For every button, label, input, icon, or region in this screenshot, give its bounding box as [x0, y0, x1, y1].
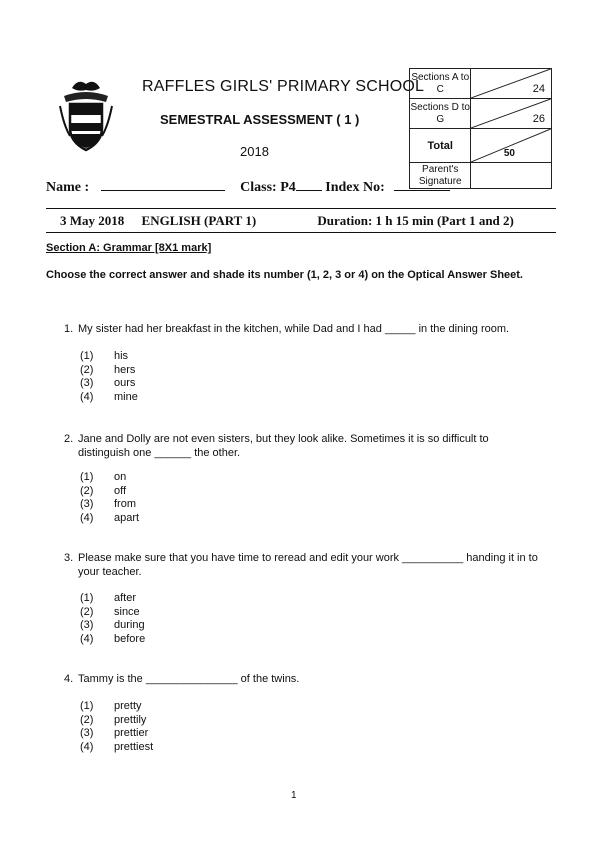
student-details-row — [46, 178, 450, 196]
paper-title: ENGLISH (PART 1) — [141, 213, 257, 228]
info-bar — [60, 213, 514, 229]
score-cell — [471, 129, 552, 163]
page-number: 1 — [291, 790, 297, 801]
option-text: prettily — [114, 713, 147, 726]
option-text: his — [114, 350, 129, 362]
option-list — [80, 592, 145, 646]
question — [64, 322, 544, 336]
section-title: Section A: Grammar [8X1 mark] — [46, 242, 212, 254]
option-item[interactable] — [80, 633, 145, 647]
question-text: My sister had her breakfast in the kitchen, while Dad and I had _____ in the dining room. — [78, 323, 510, 335]
option-number: (3) — [80, 498, 94, 510]
question-text: Tammy is the _______________ of the twins. — [78, 673, 300, 685]
option-text: off — [114, 484, 127, 497]
assessment-title: SEMESTRAL ASSESSMENT ( 1 ) — [160, 112, 360, 127]
option-item[interactable] — [80, 512, 139, 526]
score-label: Sections A to C — [410, 69, 471, 99]
option-text: hers — [114, 363, 136, 376]
index-label: Index No: — [325, 180, 385, 195]
option-item[interactable] — [80, 471, 139, 485]
option-text: before — [114, 632, 146, 645]
option-item[interactable] — [80, 606, 145, 620]
question — [64, 432, 534, 460]
parent-signature-cell[interactable] — [471, 163, 552, 189]
total-value: 50 — [503, 148, 515, 159]
option-number: (2) — [80, 605, 94, 618]
class-field[interactable] — [296, 178, 322, 191]
option-number: (1) — [80, 700, 94, 712]
name-field[interactable] — [101, 178, 225, 191]
option-list — [80, 471, 139, 525]
divider — [46, 232, 556, 233]
score-value: 26 — [532, 113, 545, 125]
option-text: on — [114, 471, 127, 483]
option-text: pretty — [114, 700, 142, 712]
option-list — [80, 350, 138, 404]
option-text: after — [114, 592, 137, 604]
school-name: RAFFLES GIRLS' PRIMARY SCHOOL — [142, 78, 425, 95]
name-label: Name : — [46, 180, 90, 195]
question-text: Jane and Dolly are not even sisters, but they look alike. Sometimes it is so difficult to distinguish one ______ the other. — [78, 433, 489, 459]
option-text: during — [114, 619, 145, 631]
option-number: (4) — [80, 632, 94, 645]
option-number: (2) — [80, 713, 94, 726]
option-text: mine — [114, 390, 138, 403]
duration: Duration: 1 h 15 min (Part 1 and 2) — [317, 213, 514, 228]
score-cell — [471, 99, 552, 129]
option-item[interactable] — [80, 619, 145, 633]
school-crest-icon — [58, 76, 114, 156]
option-text: apart — [114, 511, 140, 524]
score-cell — [471, 69, 552, 99]
option-number: (4) — [80, 511, 94, 524]
option-item[interactable] — [80, 714, 153, 728]
question-number: 2. — [64, 433, 74, 445]
score-table — [409, 68, 552, 189]
section-instruction: Choose the correct answer and shade its number (1, 2, 3 or 4) on the Optical Answer Sheet. — [46, 269, 523, 281]
option-item[interactable] — [80, 498, 139, 512]
option-item[interactable] — [80, 364, 138, 378]
question-number: 3. — [64, 552, 74, 564]
option-item[interactable] — [80, 485, 139, 499]
option-text: ours — [114, 377, 136, 389]
exam-date: 3 May 2018 — [60, 213, 125, 228]
option-number: (4) — [80, 390, 94, 403]
question — [64, 551, 544, 579]
option-item[interactable] — [80, 741, 153, 755]
option-text: since — [114, 605, 140, 618]
option-number: (2) — [80, 484, 94, 497]
score-label: Sections D to G — [410, 99, 471, 129]
score-label: Total — [410, 129, 471, 163]
option-number: (1) — [80, 350, 94, 362]
option-item[interactable] — [80, 592, 145, 606]
option-item[interactable] — [80, 391, 138, 405]
question-number: 1. — [64, 323, 74, 335]
option-item[interactable] — [80, 377, 138, 391]
assessment-year: 2018 — [240, 144, 269, 159]
option-number: (3) — [80, 727, 94, 739]
option-number: (4) — [80, 740, 94, 753]
option-number: (3) — [80, 377, 94, 389]
option-item[interactable] — [80, 727, 153, 741]
option-text: prettier — [114, 727, 149, 739]
option-number: (3) — [80, 619, 94, 631]
option-text: from — [114, 498, 136, 510]
option-item[interactable] — [80, 700, 153, 714]
option-number: (1) — [80, 471, 94, 483]
score-label: Parent's Signature — [410, 163, 471, 189]
option-item[interactable] — [80, 350, 138, 364]
option-number: (2) — [80, 363, 94, 376]
option-list — [80, 700, 153, 754]
question — [64, 672, 544, 686]
option-number: (1) — [80, 592, 94, 604]
question-text: Please make sure that you have time to reread and edit your work __________ handing it in to your teacher. — [78, 552, 538, 578]
score-value: 24 — [532, 83, 545, 95]
option-text: prettiest — [114, 740, 154, 753]
class-label: Class: P4 — [240, 180, 296, 195]
question-number: 4. — [64, 673, 74, 685]
divider — [46, 208, 556, 209]
